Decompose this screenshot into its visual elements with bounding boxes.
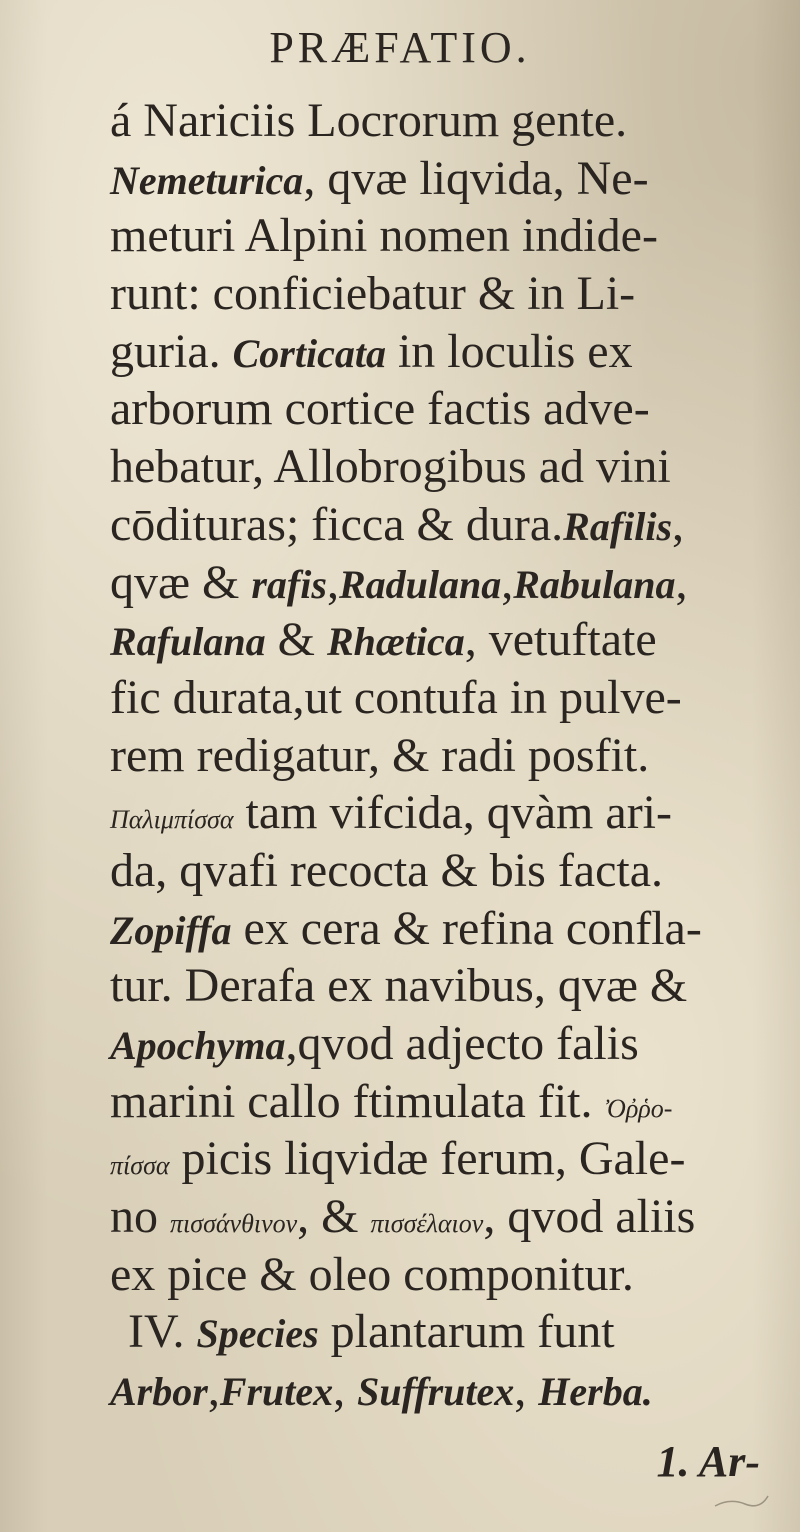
text-line	[110, 1130, 800, 1188]
italic-term: Suffrutex	[357, 1369, 515, 1415]
italic-term: Arbor	[110, 1369, 208, 1415]
text-line	[110, 784, 800, 842]
text-line	[110, 323, 800, 381]
text-line	[110, 1188, 800, 1246]
text-segment: , qvæ liqvida, Ne-	[303, 151, 649, 205]
text-line	[110, 669, 800, 727]
text-segment: qvæ &	[110, 555, 252, 609]
italic-term: Nemeturica	[110, 157, 304, 203]
italic-term: Rhætica	[326, 619, 465, 665]
text-segment: rem redigatur, & radi posfit.	[110, 728, 650, 782]
text-segment: ,	[207, 1363, 220, 1417]
italic-term: Frutex	[219, 1369, 334, 1415]
text-segment: marini callo ftimulata fit.	[110, 1074, 605, 1128]
text-line	[110, 380, 800, 438]
italic-term: Corticata	[232, 330, 386, 376]
text-segment: IV.	[128, 1305, 197, 1359]
text-line	[110, 900, 800, 958]
greek-term: πισσάνθινον	[170, 1209, 298, 1239]
text-line	[110, 496, 800, 554]
text-segment: picis liqvidæ ferum, Gale-	[169, 1132, 686, 1186]
italic-term: Rafulana	[110, 619, 266, 665]
text-line	[110, 207, 800, 265]
italic-term: rafis	[251, 561, 327, 607]
running-head: PRÆFATIO.	[269, 23, 531, 72]
text-line	[110, 611, 800, 669]
text-segment: ex cera & refina confla-	[231, 901, 702, 955]
text-segment: ,	[501, 555, 514, 609]
text-segment: &	[265, 613, 327, 667]
text-line	[110, 554, 800, 612]
text-segment: no	[110, 1190, 170, 1244]
italic-term: Herba.	[538, 1369, 653, 1415]
text-segment: tur. Derafa ex navibus, qvæ &	[110, 959, 688, 1013]
text-segment: ,	[514, 1363, 539, 1417]
text-segment: ,	[672, 497, 685, 551]
text-segment: ,	[333, 1363, 358, 1417]
text-line	[110, 1073, 800, 1131]
text-segment: tam vifcida, qvàm ari-	[233, 786, 672, 840]
text-segment: , vetuftate	[464, 613, 657, 667]
italic-term: Rabulana	[513, 561, 676, 607]
catchword: 1. Ar-	[656, 1437, 760, 1486]
text-segment: hebatur, Allobrogibus ad vini	[110, 440, 671, 494]
italic-term: Apochyma	[110, 1023, 286, 1068]
text-line	[110, 957, 800, 1015]
text-segment: á Nariciis Locrorum gente.	[110, 94, 628, 147]
italic-term: Species	[196, 1311, 319, 1357]
greek-term: Παλιμπίσσα	[110, 805, 234, 835]
text-line	[110, 265, 800, 323]
text-line	[110, 150, 800, 208]
ink-smudge	[710, 1492, 770, 1512]
text-segment: runt: conficiebatur & in Li-	[110, 267, 636, 321]
text-line	[110, 1015, 800, 1073]
text-segment: arborum cortice factis adve-	[110, 382, 650, 436]
text-segment: in loculis ex	[385, 324, 633, 378]
italic-term: Rafilis	[563, 503, 673, 549]
text-segment: da, qvafi recocta & bis facta.	[110, 843, 664, 897]
body-text	[110, 92, 800, 1419]
text-line	[110, 92, 800, 150]
text-segment: guria.	[110, 324, 233, 378]
italic-term: Zopiffa	[110, 907, 232, 953]
greek-term: πισσέλαιον	[370, 1209, 484, 1239]
text-segment: fic durata,ut contufa in pulve-	[110, 670, 682, 724]
text-line	[110, 1246, 800, 1304]
text-line	[110, 1361, 800, 1419]
text-segment: cōdituras; ficca & dura.	[110, 497, 564, 551]
text-line	[110, 438, 800, 496]
text-line	[110, 842, 800, 900]
greek-term: Ὀῤῥο-	[604, 1093, 673, 1123]
text-segment: ,qvod adjecto falis	[285, 1017, 639, 1070]
text-segment: ,	[675, 555, 688, 609]
text-segment: , qvod aliis	[483, 1190, 696, 1244]
text-segment: , &	[297, 1190, 371, 1244]
text-segment: ,	[326, 555, 339, 609]
text-line	[110, 1303, 800, 1361]
text-segment: ex pice & oleo componitur.	[110, 1247, 634, 1301]
text-segment: meturi Alpini nomen indide-	[110, 209, 658, 263]
italic-term: Radulana	[338, 561, 502, 607]
greek-term: πίσσα	[110, 1151, 170, 1181]
text-line	[110, 727, 800, 785]
text-segment: plantarum funt	[318, 1305, 615, 1359]
